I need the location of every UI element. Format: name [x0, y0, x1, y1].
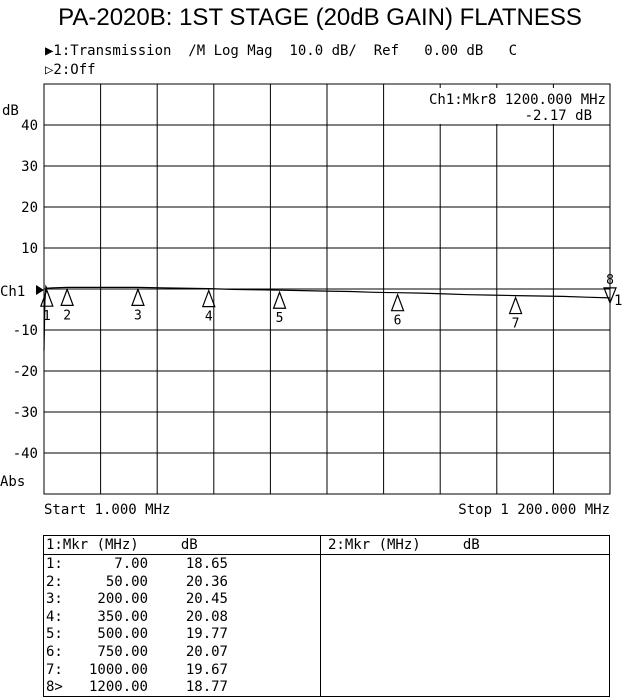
marker-table-row: [46, 662, 228, 678]
marker-gain: 19.67: [185, 661, 228, 678]
marker-label-3: 3: [134, 308, 142, 324]
marker-gain: 20.08: [185, 608, 228, 625]
channel1-marker-header: 1:Mkr (MHz) dB: [46, 537, 198, 553]
marker-index: 3:: [46, 591, 63, 608]
marker-label-6: 6: [393, 313, 402, 329]
marker-gain: 19.77: [185, 626, 228, 643]
marker-table-row: [46, 574, 228, 590]
y-tick-label: -20: [12, 364, 38, 380]
marker-gain: 20.07: [185, 644, 228, 660]
abs-label: Abs: [0, 474, 26, 490]
y-tick-label: 10: [21, 241, 38, 257]
marker-index: 7:: [46, 661, 63, 678]
marker-label-5: 5: [275, 311, 284, 327]
y-tick-label: 30: [21, 159, 38, 175]
marker-label-8: 8: [606, 272, 614, 288]
marker-table: [43, 535, 610, 697]
marker-5: [274, 292, 286, 308]
y-tick-label: -10: [12, 323, 38, 339]
channel1-settings: ▶1:Transmission /M Log Mag 10.0 dB/ Ref 0.00 dB C: [45, 43, 518, 59]
marker-gain: 20.36: [185, 573, 228, 590]
table-divider: [320, 536, 321, 696]
table-header-rule: [44, 554, 609, 555]
marker-index: 4:: [46, 608, 63, 625]
marker-table-row: [46, 626, 228, 642]
plot-grid: [44, 84, 610, 494]
marker-6: [392, 295, 404, 311]
marker-frequency: 1200.00: [88, 679, 148, 696]
start-frequency-label: Start 1.000 MHz: [44, 502, 171, 518]
reference-level-arrow: [36, 285, 44, 295]
marker-gain: 18.65: [185, 556, 228, 572]
marker-index: 1:: [46, 556, 63, 572]
marker-index: 8>: [46, 679, 63, 696]
marker-label-4: 4: [204, 309, 213, 325]
marker-label-1: 1: [42, 309, 51, 325]
marker-table-row: [46, 609, 228, 625]
marker-table-row: [46, 644, 228, 660]
marker-frequency: 1000.00: [88, 661, 148, 678]
stop-frequency-label: Stop 1 200.000 MHz: [458, 502, 610, 518]
marker-set: [41, 273, 616, 332]
channel2-settings: ▷2:Off: [45, 62, 96, 78]
marker-2: [61, 289, 73, 305]
marker-gain: 18.77: [185, 679, 228, 696]
marker-label-2: 2: [63, 308, 72, 324]
marker-table-row: [46, 679, 228, 695]
marker-index: 6:: [46, 644, 63, 660]
ch1-reference-label: Ch1: [0, 284, 26, 300]
marker-4: [203, 291, 215, 307]
marker-frequency: 750.00: [97, 644, 148, 660]
reference-marker-label: 1: [614, 293, 623, 309]
y-unit-label: dB: [2, 103, 19, 119]
marker-label-7: 7: [511, 316, 520, 332]
marker-table-row: [46, 556, 228, 572]
marker-frequency: 7.00: [114, 556, 148, 572]
y-tick-label: 40: [21, 118, 38, 134]
y-tick-label: -40: [12, 446, 38, 462]
marker-3: [132, 289, 144, 305]
marker-7: [510, 298, 522, 314]
marker-readout-value: -2.17 dB: [524, 108, 592, 124]
marker-table-row: [46, 591, 228, 607]
marker-readout-frequency: Ch1:Mkr8 1200.000 MHz: [428, 92, 606, 108]
marker-frequency: 50.00: [105, 573, 148, 590]
marker-frequency: 350.00: [97, 608, 148, 625]
marker-index: 5:: [46, 626, 63, 643]
marker-1: [41, 290, 53, 306]
y-tick-label: -30: [12, 405, 38, 421]
marker-frequency: 500.00: [97, 626, 148, 643]
marker-gain: 20.45: [185, 591, 228, 608]
y-tick-label: 20: [21, 200, 38, 216]
chart-title: PA-2020B: 1ST STAGE (20dB GAIN) FLATNESS: [58, 4, 582, 31]
channel2-marker-header: 2:Mkr (MHz) dB: [328, 537, 480, 553]
marker-frequency: 200.00: [97, 591, 148, 608]
marker-index: 2:: [46, 573, 63, 590]
